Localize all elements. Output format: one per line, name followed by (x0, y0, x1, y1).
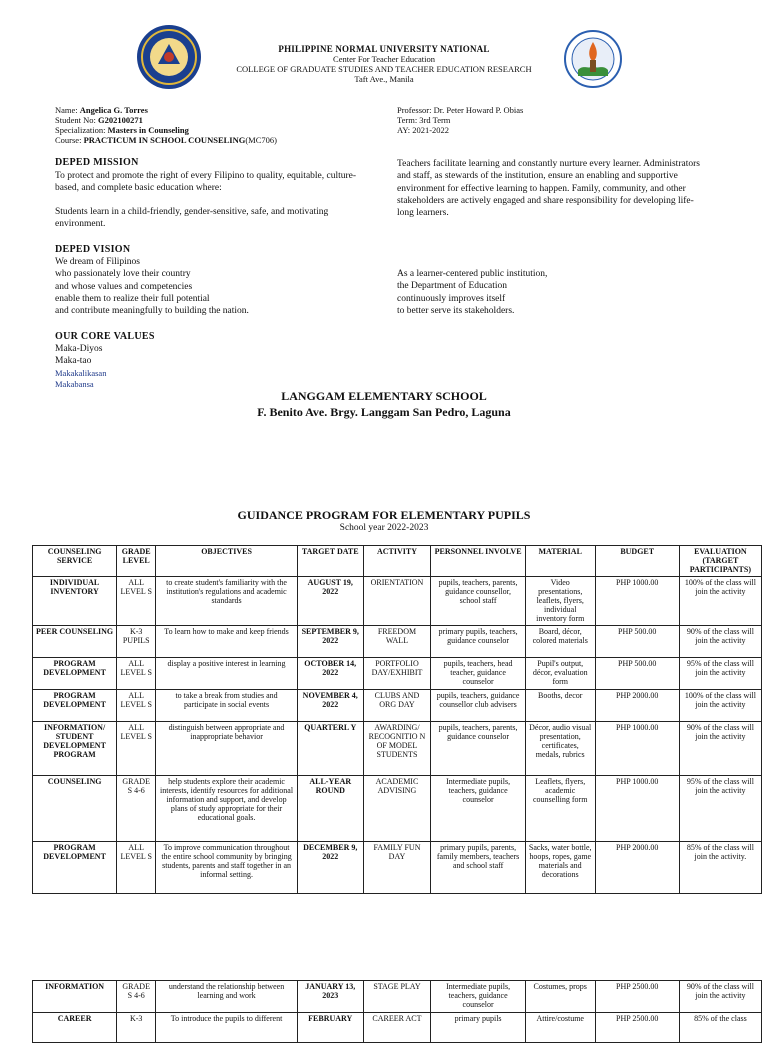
material-cell: Décor, audio visual presentation, certificates, medals, rubrics (525, 721, 595, 775)
core-value: Maka-Diyos (55, 344, 103, 354)
mission-title: DEPED MISSION (55, 157, 139, 168)
personnel-cell: primary pupils (431, 1013, 525, 1043)
student-number: G202100271 (97, 115, 143, 125)
personnel-cell: pupils, teachers, head teacher, guidance counselor (431, 657, 525, 689)
course-code: (MC706) (245, 135, 277, 145)
professor: Professor: Dr. Peter Howard P. Obias (397, 105, 524, 115)
personnel-cell: primary pupils, teachers, guidance counselor (431, 625, 525, 657)
grade-level-cell: ALL LEVEL S (117, 689, 156, 721)
counseling-service-cell: COUNSELING (33, 775, 117, 841)
counseling-service-cell: CAREER (33, 1013, 117, 1043)
activity-cell: CAREER ACT (363, 1013, 431, 1043)
table-row (33, 625, 762, 657)
evaluation-cell: 90% of the class will join the activity (679, 625, 761, 657)
budget-cell: PHP 500.00 (595, 625, 679, 657)
university-header (0, 44, 768, 84)
counseling-service-cell: PROGRAM DEVELOPMENT (33, 689, 117, 721)
column-header: PERSONNEL INVOLVE (431, 546, 525, 577)
material-cell: Video presentations, leaflets, flyers, individual inventory form (525, 576, 595, 625)
objectives-cell: to create student's familiarity with the institution's regulations and academic standards (156, 576, 298, 625)
academic-year: AY: 2021-2022 (397, 125, 450, 135)
student-no-label: Student No: (55, 115, 98, 125)
table-row (33, 1013, 762, 1043)
column-header: ACTIVITY (363, 546, 431, 577)
activity-cell: CLUBS AND ORG DAY (363, 689, 431, 721)
grade-level-cell: ALL LEVEL S (117, 841, 156, 893)
material-cell: Booths, decor (525, 689, 595, 721)
activity-cell: FREEDOM WALL (363, 625, 431, 657)
program-title: GUIDANCE PROGRAM FOR ELEMENTARY PUPILS (237, 508, 531, 522)
counseling-service-cell: PROGRAM DEVELOPMENT (33, 657, 117, 689)
professor-info (397, 105, 523, 135)
guidance-program-table (32, 545, 762, 894)
target-date-cell: SEPTEMBER 9, 2022 (297, 625, 363, 657)
budget-cell: PHP 2500.00 (595, 981, 679, 1013)
school-name: LANGGAM ELEMENTARY SCHOOL (281, 389, 487, 403)
evaluation-cell: 95% of the class will join the activity (679, 657, 761, 689)
mission-paragraph-1: To protect and promote the right of every Filipino to quality, equitable, culture-based, and complete basic education where: (55, 171, 357, 194)
vision-line: As a learner-centered public institution, (397, 269, 548, 279)
column-header: MATERIAL (525, 546, 595, 577)
vision-right (397, 268, 547, 317)
target-date-cell: DECEMBER 9, 2022 (297, 841, 363, 893)
vision-line: and contribute meaningfully to building the nation. (55, 306, 249, 317)
counseling-service-cell: INFORMATION/ STUDENT DEVELOPMENT PROGRAM (33, 721, 117, 775)
grade-level-cell: GRADE S 4-6 (117, 981, 156, 1013)
counseling-service-cell: INDIVIDUAL INVENTORY (33, 576, 117, 625)
core-value: Maka-tao (55, 356, 92, 367)
objectives-cell: display a positive interest in learning (156, 657, 298, 689)
evaluation-cell: 90% of the class will join the activity (679, 981, 761, 1013)
column-header: BUDGET (595, 546, 679, 577)
material-cell: Pupil's output, décor, evaluation form (525, 657, 595, 689)
vision-line: We dream of Filipinos (55, 257, 140, 267)
target-date-cell: OCTOBER 14, 2022 (297, 657, 363, 689)
target-date-cell: QUARTERL Y (297, 721, 363, 775)
objectives-cell: To introduce the pupils to different (156, 1013, 298, 1043)
budget-cell: PHP 2500.00 (595, 1013, 679, 1043)
evaluation-cell: 100% of the class will join the activity (679, 576, 761, 625)
vision-line: who passionately love their country (55, 269, 191, 280)
mission-text (55, 170, 375, 230)
activity-cell: ORIENTATION (363, 576, 431, 625)
vision-title: DEPED VISION (55, 244, 131, 255)
activity-cell: AWARDING/ RECOGNITIO N OF MODEL STUDENTS (363, 721, 431, 775)
course-name: PRACTICUM IN SCHOOL COUNSELING (83, 135, 246, 145)
budget-cell: PHP 500.00 (595, 657, 679, 689)
personnel-cell: Intermediate pupils, teachers, guidance counselor (431, 981, 525, 1013)
student-name: Angelica G. Torres (79, 105, 148, 115)
table-row (33, 841, 762, 893)
budget-cell: PHP 1000.00 (595, 576, 679, 625)
evaluation-cell: 85% of the class (679, 1013, 761, 1043)
personnel-cell: pupils, teachers, parents, guidance counsellor, school staff (431, 576, 525, 625)
core-value: Makakalikasan (55, 367, 107, 378)
activity-cell: FAMILY FUN DAY (363, 841, 431, 893)
objectives-cell: to take a break from studies and participate in social events (156, 689, 298, 721)
target-date-cell: JANUARY 13, 2023 (297, 981, 363, 1013)
activity-cell: PORTFOLIO DAY/EXHIBIT (363, 657, 431, 689)
budget-cell: PHP 1000.00 (595, 721, 679, 775)
target-date-cell: AUGUST 19, 2022 (297, 576, 363, 625)
column-header: TARGET DATE (297, 546, 363, 577)
evaluation-cell: 85% of the class will join the activity. (679, 841, 761, 893)
grade-level-cell: GRADE S 4-6 (117, 775, 156, 841)
budget-cell: PHP 2000.00 (595, 841, 679, 893)
core-values-list (55, 343, 106, 390)
mission-right-text: Teachers facilitate learning and constantly nurture every learner. Administrators and staff, as stewards of the institution, ensure an enabling and supportive environment for effective learning to happen. Family, community, and other stakeholders are actively engaged and share responsibility for developing life-long learners. (397, 159, 700, 219)
material-cell: Leaflets, flyers, academic counselling form (525, 775, 595, 841)
material-cell: Costumes, props (525, 981, 595, 1013)
column-header: EVALUATION (TARGET PARTICIPANTS) (679, 546, 761, 577)
vision-left (55, 256, 249, 317)
university-name: PHILIPPINE NORMAL UNIVERSITY NATIONAL (278, 44, 490, 54)
guidance-program-table-continued (32, 980, 762, 1043)
specialization: Masters in Counseling (107, 125, 189, 135)
objectives-cell: To learn how to make and keep friends (156, 625, 298, 657)
personnel-cell: Intermediate pupils, teachers, guidance counselor (431, 775, 525, 841)
activity-cell: ACADEMIC ADVISING (363, 775, 431, 841)
counseling-service-cell: PROGRAM DEVELOPMENT (33, 841, 117, 893)
objectives-cell: understand the relationship between learning and work (156, 981, 298, 1013)
vision-line: and whose values and competencies (55, 281, 193, 292)
evaluation-cell: 100% of the class will join the activity (679, 689, 761, 721)
table-row (33, 981, 762, 1013)
material-cell: Board, décor, colored materials (525, 625, 595, 657)
column-header: COUNSELING SERVICE (33, 546, 117, 577)
personnel-cell: pupils, teachers, guidance counsellor club advisers (431, 689, 525, 721)
name-label: Name: (55, 105, 80, 115)
personnel-cell: primary pupils, parents, family members, teachers and school staff (431, 841, 525, 893)
budget-cell: PHP 1000.00 (595, 775, 679, 841)
target-date-cell: NOVEMBER 4, 2022 (297, 689, 363, 721)
table-header-row (33, 546, 762, 577)
table-row (33, 775, 762, 841)
counseling-service-cell: INFORMATION (33, 981, 117, 1013)
table-row (33, 689, 762, 721)
grade-level-cell: ALL LEVEL S (117, 576, 156, 625)
course-label: Course: (55, 135, 84, 145)
core-values-title: OUR CORE VALUES (55, 331, 155, 342)
vision-line: the Department of Education (397, 281, 508, 292)
objectives-cell: To improve communication throughout the entire school community by bringing students, parents and staff together in an informal setting. (156, 841, 298, 893)
column-header: OBJECTIVES (156, 546, 298, 577)
activity-cell: STAGE PLAY (363, 981, 431, 1013)
vision-line: enable them to realize their full potential (55, 293, 210, 304)
header-line-2: Center For Teacher Education (333, 54, 435, 64)
school-address: F. Benito Ave. Brgy. Langgam San Pedro, Laguna (257, 405, 511, 419)
header-line-3: COLLEGE OF GRADUATE STUDIES AND TEACHER EDUCATION RESEARCH (236, 64, 532, 74)
term: Term: 3rd Term (397, 115, 451, 125)
personnel-cell: pupils, teachers, parents, guidance counselor (431, 721, 525, 775)
material-cell: Sacks, water bottle, hoops, ropes, game materials and decorations (525, 841, 595, 893)
grade-level-cell: K-3 (117, 1013, 156, 1043)
grade-level-cell: K-3 PUPILS (117, 625, 156, 657)
target-date-cell: FEBRUARY (297, 1013, 363, 1043)
table-row (33, 721, 762, 775)
material-cell: Attire/costume (525, 1013, 595, 1043)
evaluation-cell: 90% of the class will join the activity (679, 721, 761, 775)
column-header: GRADE LEVEL (117, 546, 156, 577)
objectives-cell: help students explore their academic interests, identify resources for additional information and support, and develop plans of study appropriate for their educational goals. (156, 775, 298, 841)
table-row (33, 576, 762, 625)
core-value: Makabansa (55, 378, 94, 389)
evaluation-cell: 95% of the class will join the activity (679, 775, 761, 841)
mission-paragraph-2: Students learn in a child-friendly, gender-sensitive, safe, and motivating environment. (55, 206, 329, 229)
spec-label: Specialization: (55, 125, 108, 135)
school-heading (0, 388, 768, 420)
student-info (55, 105, 277, 145)
school-year: School year 2022-2023 (339, 523, 429, 533)
grade-level-cell: ALL LEVEL S (117, 721, 156, 775)
table-row (33, 657, 762, 689)
vision-line: continuously improves itself (397, 293, 506, 304)
target-date-cell: ALL-YEAR ROUND (297, 775, 363, 841)
grade-level-cell: ALL LEVEL S (117, 657, 156, 689)
vision-line: to better serve its stakeholders. (397, 305, 515, 316)
header-line-4: Taft Ave., Manila (354, 74, 414, 84)
counseling-service-cell: PEER COUNSELING (33, 625, 117, 657)
budget-cell: PHP 2000.00 (595, 689, 679, 721)
objectives-cell: distinguish between appropriate and inappropriate behavior (156, 721, 298, 775)
